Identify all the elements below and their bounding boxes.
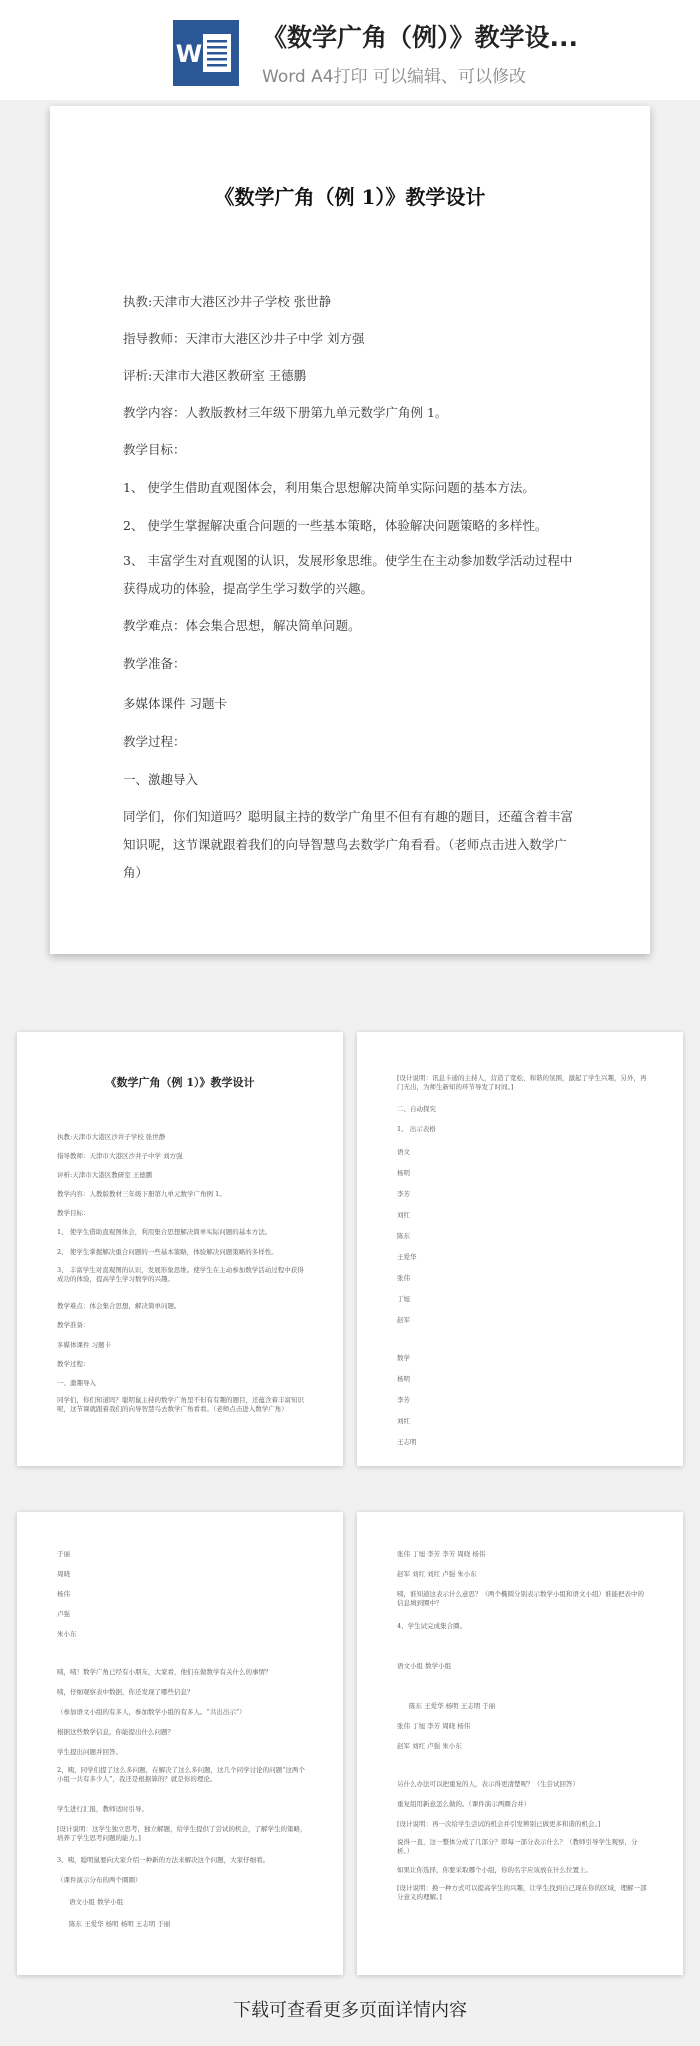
thumbnail-paragraph: 2、咦，同学们提了这么多问题，在解决了这么多问题，这几个同学讨论的问题“这两个小组一共有多少人”，我还是根据算的？就是你的理论。 bbox=[57, 1766, 305, 1783]
thumbnail-line: 根据这些数学信息，你能提出什么问题？ bbox=[57, 1728, 174, 1736]
thumbnail-line: 语文 bbox=[397, 1148, 410, 1156]
thumbnail-line: 4、学生试完成集合圈。 bbox=[397, 1622, 467, 1630]
thumbnail-line: [设计说明：再一次给学生尝试的机会并引发辨别已做更多和谐的机会。] bbox=[397, 1820, 601, 1828]
page-line: 指导教师：天津市大港区沙井子中学 刘方强 bbox=[123, 331, 365, 346]
thumbnail-paragraph: [设计说明：讯息卡通的主持人，营造了宽松、和谐的氛围，激起了学生兴趣，另外，再门无出，为师生新知的环节导发了时间。] bbox=[397, 1074, 647, 1091]
thumbnail-line: 张伟 丁旭 李芳 周晓 杨伟 bbox=[397, 1722, 471, 1730]
thumbnail-paragraph: 同学们，你们知道吗？聪明鼠主持的数学广角里不但有有趣的题目，还蕴含着丰富知识呢，这节课就跟着我们的向导智慧鸟去数学广角看看。（老师点击进入数学广角） bbox=[57, 1396, 304, 1413]
thumbnail-line: 语文小组 数学小组 bbox=[397, 1662, 452, 1670]
thumbnail-line: 刘红 bbox=[397, 1211, 410, 1219]
word-icon bbox=[173, 20, 239, 86]
thumbnail-line: 张伟 丁旭 李芳 李芳 周晓 杨伟 bbox=[397, 1550, 486, 1558]
page-line: 教学目标： bbox=[123, 442, 186, 457]
thumbnail-line: 赵军 刘红 卢强 朱小东 bbox=[397, 1742, 462, 1750]
page-paragraph: 3、 丰富学生对直观图的认识，发展形象思维。使学生在主动参加数学活动过程中获得成功的体验，提高学生学习数学的兴趣。 bbox=[123, 553, 573, 596]
page-line: 评析:天津市大港区教研室 王德鹏 bbox=[123, 368, 307, 383]
thumbnail-line: 1、 出示表格 bbox=[397, 1125, 436, 1133]
thumbnail-line: 教学内容：人教版教材三年级下册第九单元数学广角例 1。 bbox=[57, 1190, 226, 1198]
thumbnail-line: 另什么办法可以把重复的人，表示得更清楚呢？（生尝试回答） bbox=[397, 1780, 579, 1788]
thumbnail-line: （参加语文小组的有多人，参加数学小组的有多人。“共出出示”） bbox=[57, 1708, 246, 1716]
thumbnail-paragraph: 说得一直，这一整体分成了几部分？即每一部分表示什么？（教师引导学生观察，分析。） bbox=[397, 1838, 638, 1855]
thumbnail-line: 咦，仔细观察表中数据，你还发现了哪些信息？ bbox=[57, 1688, 194, 1696]
thumbnail-line: 朱小东 bbox=[57, 1630, 77, 1638]
thumbnail-line: 张伟 bbox=[397, 1274, 410, 1282]
thumbnail-page-1[interactable] bbox=[17, 1032, 343, 1466]
main-page-preview[interactable] bbox=[50, 106, 650, 954]
page-line: 教学准备： bbox=[123, 656, 186, 671]
thumbnail-line: 评析:天津市大港区教研室 王德鹏 bbox=[57, 1171, 153, 1179]
page-line: 执教:天津市大港区沙井子学校 张世静 bbox=[123, 294, 332, 309]
thumbnail-paragraph: [设计说明：这学生独立思考，独立解题，给学生提供了尝试的机会，了解学生的策略，培养了学生思考问题的能力。] bbox=[57, 1825, 307, 1842]
thumbnail-line: 多媒体课件 习题卡 bbox=[57, 1341, 112, 1349]
thumbnail-line: 教学过程： bbox=[57, 1360, 90, 1368]
page-title: 《数学广角（例 1）》教学设计 bbox=[214, 185, 486, 209]
header-bar bbox=[0, 0, 700, 100]
thumbnail-line: 赵军 刘红 刘红 卢强 朱小东 bbox=[397, 1570, 477, 1578]
thumbnail-paragraph: 3、 丰富学生对直观图的认识，发展形象思维。使学生在主动参加数学活动过程中获得成功的体验，提高学生学习数学的兴趣。 bbox=[57, 1266, 304, 1283]
thumbnail-line: （课件演示分布的两个圈圈） bbox=[57, 1876, 142, 1884]
thumbnail-line: 陈东 王爱华 杨明 王志明 于丽 bbox=[409, 1702, 496, 1710]
page-line: 2、 使学生掌握解决重合问题的一些基本策略，体验解决问题策略的多样性。 bbox=[123, 518, 548, 533]
download-more-link[interactable]: 下载可查看更多页面详情内容 bbox=[233, 2000, 467, 2021]
thumbnail-page-2[interactable] bbox=[357, 1032, 683, 1466]
thumbnail-line: 周晓 bbox=[57, 1570, 70, 1578]
thumbnail-line: 李芳 bbox=[397, 1396, 410, 1404]
thumbnail-line: 于丽 bbox=[57, 1550, 70, 1558]
thumbnail-line: 杨伟 bbox=[57, 1590, 70, 1598]
document-title: 《数学广角（例）》教学设... bbox=[262, 23, 578, 52]
thumbnail-line: 王志明 bbox=[397, 1438, 417, 1446]
page-line: 1、 使学生借助直观图体会，利用集合思想解决简单实际问题的基本方法。 bbox=[123, 480, 535, 495]
page-line: 教学过程： bbox=[123, 734, 186, 749]
thumbnail-line: 重复组用新意怎么做的。（课件演示两圈合并） bbox=[397, 1800, 531, 1808]
document-subtitle: Word A4打印 可以编辑、可以修改 bbox=[262, 67, 526, 87]
thumbnail-line: 杨明 bbox=[397, 1169, 410, 1177]
thumbnail-line: 教学目标： bbox=[57, 1209, 90, 1217]
thumbnail-line: 李芳 bbox=[397, 1190, 410, 1198]
thumbnail-line: 学生进行汇报，教师适时引导。 bbox=[57, 1805, 148, 1813]
thumbnail-line: 学生提出问题并回答。 bbox=[57, 1748, 122, 1756]
thumbnail-line: 咦，咦！数学广角已经有小朋友，大家看，他们在做数学有关什么的事情？ bbox=[57, 1668, 272, 1676]
thumbnail-page-4[interactable] bbox=[357, 1512, 683, 1975]
thumbnail-line: 语文小组 数学小组 bbox=[69, 1898, 124, 1906]
thumbnail-line: 教学难点：体会集合思想，解决简单问题。 bbox=[57, 1302, 181, 1310]
word-icon-letter: W bbox=[175, 40, 203, 68]
thumbnail-line: 教学准备： bbox=[57, 1321, 90, 1329]
thumbnail-line: 3、咦，聪明鼠要向大家介绍一种新的方法来解决这个问题，大家仔细看。 bbox=[57, 1856, 270, 1864]
page-paragraph: 同学们，你们知道吗？聪明鼠主持的数学广角里不但有有趣的题目，还蕴含着丰富知识呢，这节课就跟着我们的向导智慧鸟去数学广角看看。（老师点击进入数学广角） bbox=[123, 809, 574, 880]
thumbnail-line: 一、激趣导入 bbox=[57, 1379, 96, 1387]
page-line: 教学难点：体会集合思想，解决简单问题。 bbox=[123, 618, 361, 633]
thumbnail-paragraph: 咦，谁知道这表示什么意思？（两个椭圆分别表示数学小组和语文小组）谁能把表中的信息填到圈中？ bbox=[397, 1590, 644, 1607]
thumbnail-line: 刘红 bbox=[397, 1417, 410, 1425]
thumbnail-page-3[interactable] bbox=[17, 1512, 343, 1975]
thumbnail-title: 《数学广角（例 1）》教学设计 bbox=[105, 1076, 255, 1089]
thumbnail-line: 执教:天津市大港区沙井子学校 张世静 bbox=[57, 1133, 166, 1141]
thumbnail-line: 1、 使学生借助直观图体会，利用集合思想解决简单实际问题的基本方法。 bbox=[57, 1228, 272, 1236]
page-line: 教学内容：人教版教材三年级下册第九单元数学广角例 1。 bbox=[123, 405, 448, 420]
thumbnail-line: 王爱华 bbox=[397, 1253, 417, 1261]
thumbnail-line: 卢强 bbox=[57, 1610, 70, 1618]
thumbnail-line: 赵军 bbox=[397, 1316, 410, 1324]
page-line: 多媒体课件 习题卡 bbox=[123, 696, 227, 711]
thumbnail-line: 2、 使学生掌握解决重合问题的一些基本策略，体验解决问题策略的多样性。 bbox=[57, 1248, 278, 1256]
thumbnail-line: 二、自动探究 bbox=[397, 1105, 436, 1113]
thumbnail-line: 陈东 王爱华 杨明 杨明 王志明 于丽 bbox=[69, 1920, 171, 1928]
thumbnail-line: 数学 bbox=[397, 1354, 410, 1362]
thumbnail-line: 杨明 bbox=[397, 1375, 410, 1383]
thumbnail-line: 陈东 bbox=[397, 1232, 410, 1240]
thumbnail-line: 丁旭 bbox=[397, 1295, 410, 1303]
page-line: 一、激趣导入 bbox=[123, 772, 199, 787]
thumbnail-paragraph: [设计说明：换一种方式可以提高学生的兴趣，让学生找到自己现在你的区域，理解一部分意义的理解。] bbox=[397, 1884, 647, 1901]
thumbnail-line: 指导教师：天津市大港区沙井子中学 刘方强 bbox=[57, 1152, 183, 1160]
thumbnail-line: 如果让你选择，你要采取哪个小组，你的名字应该放在什么位置上。 bbox=[397, 1866, 592, 1874]
